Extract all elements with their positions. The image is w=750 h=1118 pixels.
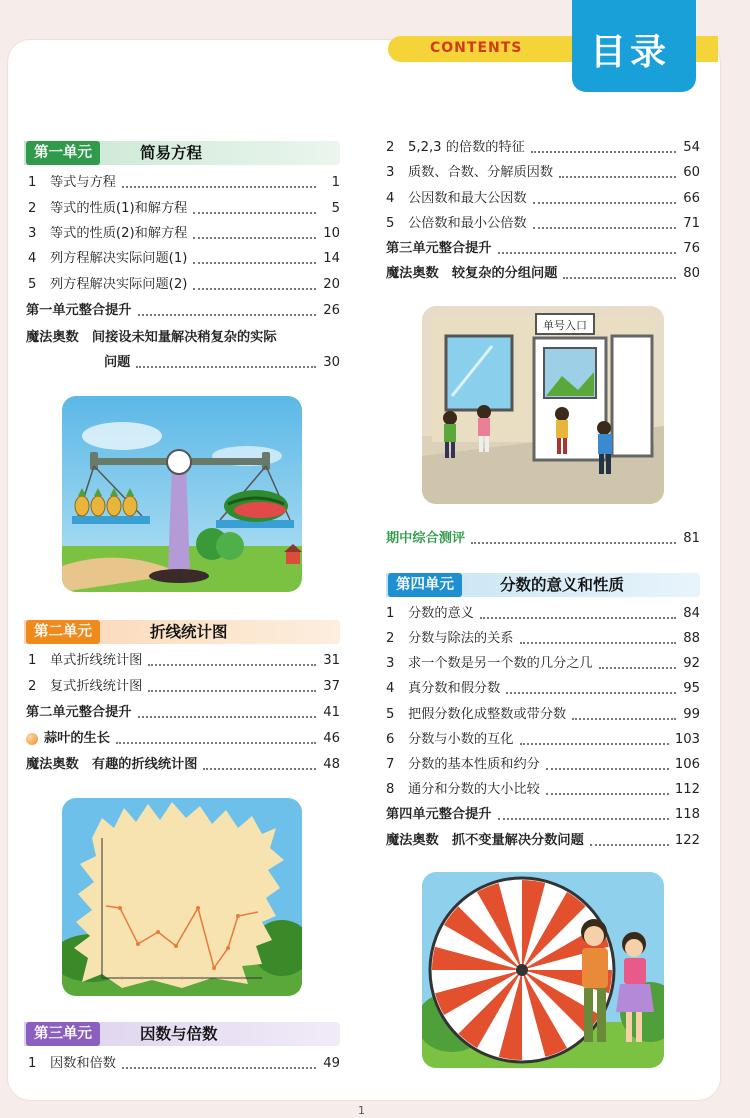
toc-entry[interactable]: 6 分数与小数的互化 103: [386, 732, 700, 747]
toc-entry[interactable]: 2 等式的性质(1)和解方程 5: [28, 201, 340, 216]
orange-dot-icon: [26, 733, 38, 745]
unit-2-title: 折线统计图: [150, 623, 228, 641]
toc-entry[interactable]: 7 分数的基本性质和约分 106: [386, 757, 700, 772]
toc-entry[interactable]: 5 公倍数和最小公倍数 71: [386, 216, 700, 231]
unit-2-tag: 第二单元: [26, 620, 100, 644]
toc-entry[interactable]: 1 因数和倍数 49: [28, 1056, 340, 1071]
toc-entry-review[interactable]: 第三单元整合提升 76: [386, 241, 700, 256]
unit-1-tag: 第一单元: [26, 141, 100, 165]
unit-1-header[interactable]: [24, 141, 340, 165]
line-graph-illustration: [62, 798, 302, 996]
unit-4-tag: 第四单元: [388, 573, 462, 597]
toc-entry[interactable]: 2 分数与除法的关系 88: [386, 631, 700, 646]
toc-entry[interactable]: 1 单式折线统计图 31: [28, 653, 340, 668]
toc-entry-olympiad[interactable]: 魔法奥数 较复杂的分组问题 80: [386, 266, 700, 281]
spinning-wheel-illustration: [422, 872, 664, 1068]
unit-4-header[interactable]: [386, 573, 700, 597]
toc-entry[interactable]: 5 列方程解决实际问题(2) 20: [28, 277, 340, 292]
toc-entry[interactable]: 5 把假分数化成整数或带分数 99: [386, 707, 700, 722]
balance-scale-illustration: [62, 396, 302, 592]
door-sign-text: 单号入口: [543, 319, 587, 332]
toc-entry[interactable]: 3 质数、合数、分解质因数 60: [386, 165, 700, 180]
toc-entry-midterm[interactable]: 期中综合测评 81: [386, 531, 700, 546]
toc-entry-review[interactable]: 第一单元整合提升 26: [26, 303, 340, 318]
toc-entry[interactable]: 2 5,2,3 的倍数的特征 54: [386, 140, 700, 155]
toc-entry[interactable]: 1 分数的意义 84: [386, 606, 700, 621]
page-number: 1: [358, 1104, 365, 1117]
unit-3-tag: 第三单元: [26, 1022, 100, 1046]
toc-entry[interactable]: 2 复式折线统计图 37: [28, 679, 340, 694]
unit-3-title: 因数与倍数: [140, 1025, 218, 1043]
page-title: 目录: [590, 32, 671, 73]
toc-entry-activity[interactable]: 蒜叶的生长 46: [26, 728, 340, 750]
toc-entry[interactable]: 8 通分和分数的大小比较 112: [386, 782, 700, 797]
toc-entry-review[interactable]: 第四单元整合提升 118: [386, 807, 700, 822]
toc-entry-review[interactable]: 第二单元整合提升 41: [26, 705, 340, 720]
toc-entry[interactable]: 4 公因数和最大公因数 66: [386, 191, 700, 206]
toc-entry-olympiad[interactable]: 魔法奥数 间接设未知量解决稍复杂的实际: [26, 330, 277, 345]
toc-entry[interactable]: 4 列方程解决实际问题(1) 14: [28, 251, 340, 266]
toc-entry-olympiad-cont[interactable]: 问题 30: [104, 355, 340, 370]
unit-1-title: 简易方程: [140, 144, 203, 162]
unit-4-title: 分数的意义和性质: [500, 576, 625, 594]
toc-entry[interactable]: 1 等式与方程 1: [28, 175, 340, 190]
toc-entry[interactable]: 3 求一个数是另一个数的几分之几 92: [386, 656, 700, 671]
toc-entry[interactable]: 3 等式的性质(2)和解方程 10: [28, 226, 340, 241]
toc-entry-olympiad[interactable]: 魔法奥数 抓不变量解决分数问题 122: [386, 833, 700, 848]
toc-entry[interactable]: 4 真分数和假分数 95: [386, 681, 700, 696]
unit-3-header[interactable]: [24, 1022, 340, 1046]
unit-2-header[interactable]: [24, 620, 340, 644]
entrance-door-illustration: [422, 306, 664, 504]
contents-label: CONTENTS: [430, 40, 523, 56]
toc-entry-olympiad[interactable]: 魔法奥数 有趣的折线统计图 48: [26, 757, 340, 772]
